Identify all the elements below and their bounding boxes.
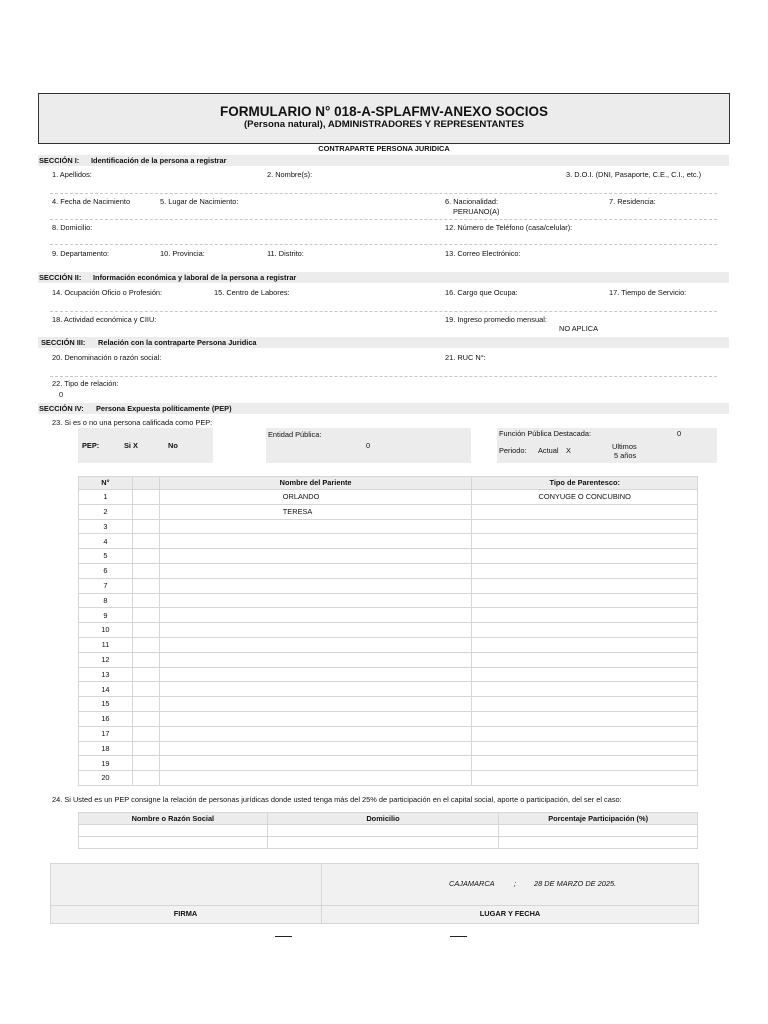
divider <box>50 193 717 194</box>
funcion-value: 0 <box>677 429 682 438</box>
field-ingreso-value: NO APLICA <box>559 324 599 333</box>
relative-name[interactable] <box>159 534 472 549</box>
relative-blank[interactable] <box>132 593 159 608</box>
companies-cell[interactable] <box>267 825 499 837</box>
relative-num: 5 <box>79 549 133 564</box>
relative-name[interactable] <box>159 593 472 608</box>
place-separator: ; <box>514 879 517 888</box>
relative-name[interactable]: TERESA <box>159 504 472 519</box>
relative-type[interactable] <box>472 637 698 652</box>
field-provincia: 10. Provincia: <box>160 249 205 258</box>
table-row <box>79 741 698 756</box>
bottom-mark <box>450 936 467 937</box>
field-domicilio: 8. Domicilio: <box>52 223 93 232</box>
relative-name[interactable] <box>159 549 472 564</box>
place-city: CAJAMARCA <box>449 879 495 888</box>
relatives-header-num: N° <box>79 477 133 490</box>
field-telefono: 12. Número de Teléfono (casa/celular): <box>445 223 573 232</box>
relative-blank[interactable] <box>132 637 159 652</box>
relative-blank[interactable] <box>132 623 159 638</box>
relative-type[interactable] <box>472 504 698 519</box>
relatives-table <box>78 476 698 786</box>
relative-name[interactable] <box>159 519 472 534</box>
field-fecha-nacimiento: 4. Fecha de Nacimiento <box>52 197 131 206</box>
relative-blank[interactable] <box>132 652 159 667</box>
companies-intro: 24. Si Usted es un PEP consigne la relación de personas jurídicas donde usted tenga más del 25% de participación en el capital social, aporte o participación, del ser el caso: <box>52 795 622 804</box>
companies-cell[interactable] <box>267 837 499 849</box>
field-nacionalidad-value: PERUANO(A) <box>453 207 500 216</box>
relative-blank[interactable] <box>132 771 159 786</box>
relative-num: 19 <box>79 756 133 771</box>
section-4-header <box>38 403 729 414</box>
relative-num: 17 <box>79 726 133 741</box>
section-3-title: Relación con la contraparte Persona Juridica <box>98 338 257 347</box>
table-row <box>79 697 698 712</box>
field-tipo-relacion: 22. Tipo de relación: <box>52 379 119 388</box>
place-date: 28 DE MARZO DE 2025. <box>534 879 617 888</box>
section-1-title: Identificación de la persona a registrar <box>91 156 227 165</box>
relative-num: 4 <box>79 534 133 549</box>
section-2-header <box>38 272 729 283</box>
divider <box>50 376 717 377</box>
section-1-label: SECCIÓN I: <box>39 156 80 165</box>
divider <box>50 219 717 220</box>
firma-label: FIRMA <box>173 909 198 918</box>
field-centro-labores: 15. Centro de Labores: <box>214 288 290 297</box>
relative-blank[interactable] <box>132 726 159 741</box>
pep-label: PEP: <box>82 441 100 450</box>
section-4-label: SECCIÓN IV: <box>39 404 84 413</box>
relative-type[interactable] <box>472 726 698 741</box>
field-ocupacion: 14. Ocupación Oficio o Profesión: <box>52 288 163 297</box>
section-1-header <box>38 155 729 166</box>
relative-type[interactable] <box>472 756 698 771</box>
companies-cell[interactable] <box>499 837 698 849</box>
relative-num: 6 <box>79 563 133 578</box>
entidad-label: Entidad Pública: <box>268 430 322 439</box>
companies-header-address: Domicilio <box>267 813 499 825</box>
relative-blank[interactable] <box>132 711 159 726</box>
table-row <box>79 771 698 786</box>
relative-blank[interactable] <box>132 608 159 623</box>
table-row <box>79 623 698 638</box>
companies-cell[interactable] <box>79 837 268 849</box>
relative-type[interactable] <box>472 608 698 623</box>
field-tipo-relacion-value: 0 <box>59 390 64 399</box>
relative-name[interactable] <box>159 756 472 771</box>
companies-cell[interactable] <box>79 825 268 837</box>
signature-row-line <box>50 905 698 906</box>
pep-si-option[interactable]: Si X <box>124 441 138 450</box>
relative-type[interactable] <box>472 771 698 786</box>
field-pep-question: 23. Si es o no una persona calificada como PEP: <box>52 418 213 427</box>
bottom-mark <box>275 936 292 937</box>
relative-name[interactable] <box>159 637 472 652</box>
relative-num: 10 <box>79 623 133 638</box>
table-row <box>79 593 698 608</box>
table-row <box>79 563 698 578</box>
relative-name[interactable] <box>159 608 472 623</box>
periodo-cinco-anos: 5 años <box>614 451 637 460</box>
periodo-actual: Actual <box>538 446 559 455</box>
relative-blank[interactable] <box>132 682 159 697</box>
relative-type[interactable] <box>472 519 698 534</box>
relatives-header-type: Tipo de Parentesco: <box>472 477 698 490</box>
relative-type[interactable] <box>472 741 698 756</box>
relative-name[interactable] <box>159 652 472 667</box>
relative-num: 8 <box>79 593 133 608</box>
relative-type[interactable] <box>472 563 698 578</box>
relative-type[interactable] <box>472 534 698 549</box>
relative-num: 2 <box>79 504 133 519</box>
table-row <box>79 549 698 564</box>
field-tiempo-servicio: 17. Tiempo de Servicio: <box>609 288 687 297</box>
relative-blank[interactable] <box>132 504 159 519</box>
relative-num: 7 <box>79 578 133 593</box>
relative-name[interactable] <box>159 578 472 593</box>
relative-num: 9 <box>79 608 133 623</box>
section-2-title: Información económica y laboral de la persona a registrar <box>93 273 297 282</box>
relative-num: 18 <box>79 741 133 756</box>
relative-num: 1 <box>79 490 133 505</box>
relative-blank[interactable] <box>132 519 159 534</box>
relative-type[interactable]: CONYUGE O CONCUBINO <box>472 490 698 505</box>
table-row <box>79 637 698 652</box>
relatives-header-blank <box>132 477 159 490</box>
periodo-actual-mark: X <box>566 446 571 455</box>
relative-name[interactable] <box>159 623 472 638</box>
relative-name[interactable] <box>159 563 472 578</box>
table-row <box>79 504 698 519</box>
relative-blank[interactable] <box>132 563 159 578</box>
table-row <box>79 578 698 593</box>
relative-type[interactable] <box>472 549 698 564</box>
relative-name[interactable] <box>159 771 472 786</box>
counterparty-label: CONTRAPARTE PERSONA JURIDICA <box>318 144 450 153</box>
table-row <box>79 682 698 697</box>
field-denominacion: 20. Denominación o razón social: <box>52 353 162 362</box>
relative-type[interactable] <box>472 623 698 638</box>
form-title: FORMULARIO N° 018-A-SPLAFMV-ANEXO SOCIOS <box>220 104 548 119</box>
companies-cell[interactable] <box>499 825 698 837</box>
field-correo: 13. Correo Electrónico: <box>445 249 521 258</box>
relative-num: 16 <box>79 711 133 726</box>
divider <box>50 311 717 312</box>
relative-blank[interactable] <box>132 756 159 771</box>
field-nacionalidad: 6. Nacionalidad: <box>445 197 499 206</box>
relative-blank[interactable] <box>132 490 159 505</box>
field-residencia: 7. Residencia: <box>609 197 656 206</box>
field-departamento: 9. Departamento: <box>52 249 110 258</box>
relative-name[interactable] <box>159 726 472 741</box>
relative-blank[interactable] <box>132 697 159 712</box>
relative-blank[interactable] <box>132 578 159 593</box>
relative-num: 3 <box>79 519 133 534</box>
relative-name[interactable] <box>159 711 472 726</box>
table-row <box>79 652 698 667</box>
table-row <box>79 490 698 505</box>
pep-no-option[interactable]: No <box>168 441 178 450</box>
relative-num: 12 <box>79 652 133 667</box>
table-row <box>79 608 698 623</box>
relative-name[interactable] <box>159 741 472 756</box>
section-4-title: Persona Expuesta políticamente (PEP) <box>96 404 232 413</box>
relative-type[interactable] <box>472 652 698 667</box>
lugar-fecha-label: LUGAR Y FECHA <box>479 909 541 918</box>
section-3-label: SECCIÓN III: <box>41 338 86 347</box>
field-ruc: 21. RUC N°: <box>445 353 486 362</box>
relative-num: 13 <box>79 667 133 682</box>
entidad-value: 0 <box>366 441 371 450</box>
field-apellidos: 1. Apellidos: <box>52 170 92 179</box>
field-doi: 3. D.O.I. (DNI, Pasaporte, C.E., C.I., etc.) <box>566 170 702 179</box>
field-cargo: 16. Cargo que Ocupa: <box>445 288 518 297</box>
field-actividad: 18. Actividad económica y CIIU: <box>52 315 157 324</box>
section-2-label: SECCIÓN II: <box>39 273 82 282</box>
relative-type[interactable] <box>472 711 698 726</box>
relative-num: 15 <box>79 697 133 712</box>
field-nombres: 2. Nombre(s): <box>267 170 313 179</box>
companies-table <box>78 812 698 849</box>
relative-name[interactable] <box>159 697 472 712</box>
companies-header-percent: Porcentaje Participación (%) <box>499 813 698 825</box>
form-subtitle: (Persona natural), ADMINISTRADORES Y REPRESENTANTES <box>243 119 525 130</box>
relative-name[interactable] <box>159 682 472 697</box>
funcion-label: Función Pública Destacada: <box>499 429 592 438</box>
relative-num: 20 <box>79 771 133 786</box>
relative-type[interactable] <box>472 682 698 697</box>
table-row <box>79 756 698 771</box>
field-lugar-nacimiento: 5. Lugar de Nacimiento: <box>160 197 239 206</box>
periodo-label: Periodo: <box>499 446 527 455</box>
field-distrito: 11. Distrito: <box>267 249 304 258</box>
table-row <box>79 726 698 741</box>
table-row <box>79 711 698 726</box>
table-row <box>79 667 698 682</box>
table-row <box>79 519 698 534</box>
periodo-ultimos: Ultimos <box>612 442 637 451</box>
relative-blank[interactable] <box>132 741 159 756</box>
field-ingreso: 19. Ingreso promedio mensual: <box>445 315 547 324</box>
relative-blank[interactable] <box>132 667 159 682</box>
divider <box>50 244 717 245</box>
relative-type[interactable] <box>472 697 698 712</box>
relative-type[interactable] <box>472 667 698 682</box>
section-3-header <box>38 337 729 348</box>
relative-name[interactable] <box>159 667 472 682</box>
table-row <box>79 534 698 549</box>
relative-blank[interactable] <box>132 534 159 549</box>
relative-type[interactable] <box>472 578 698 593</box>
relative-num: 11 <box>79 637 133 652</box>
relative-type[interactable] <box>472 593 698 608</box>
relative-blank[interactable] <box>132 549 159 564</box>
relatives-header-name: Nombre del Pariente <box>159 477 472 490</box>
companies-header-name: Nombre o Razón Social <box>79 813 268 825</box>
relative-num: 14 <box>79 682 133 697</box>
relative-name[interactable]: ORLANDO <box>159 490 472 505</box>
